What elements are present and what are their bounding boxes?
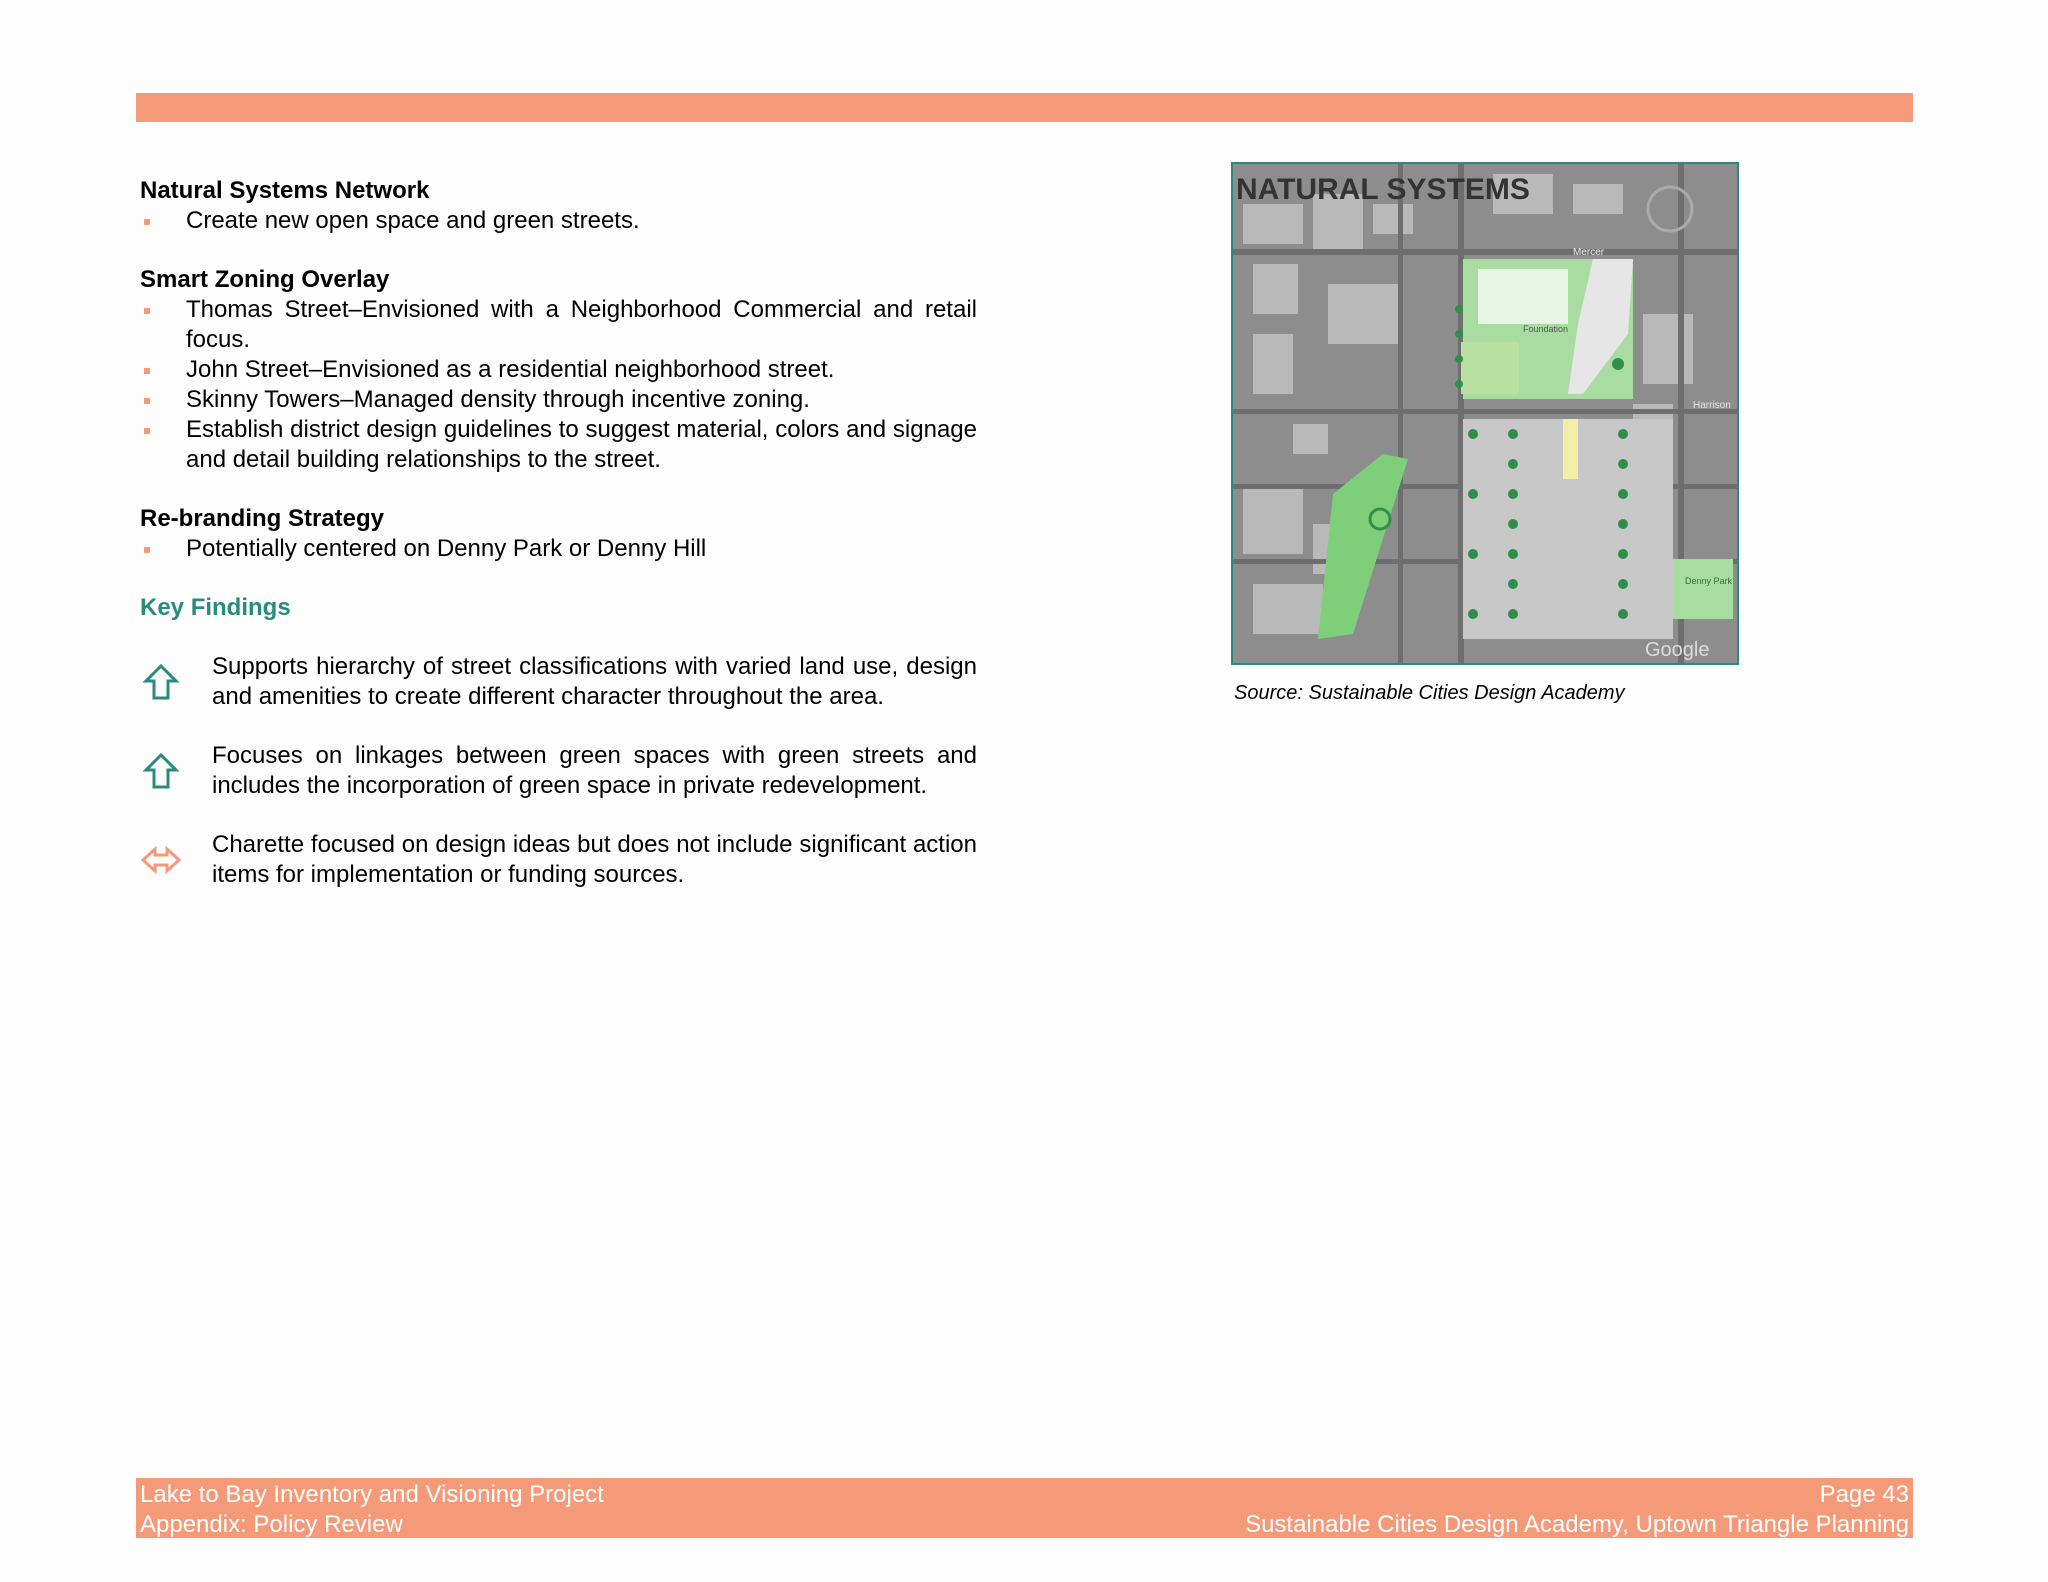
footer-bar — [136, 1478, 1913, 1538]
bullet-list — [140, 295, 977, 475]
map-label-mercer: Mercer — [1573, 247, 1605, 258]
bullet-list — [140, 206, 977, 236]
section-title: Re-branding Strategy — [140, 505, 385, 532]
bullet-list — [140, 534, 977, 564]
finding-text: Charette focused on design ideas but does not include significant action items for implementation or funding sources. — [212, 831, 977, 888]
finding-item — [140, 830, 977, 890]
map-label-denny-park: Denny Park — [1685, 576, 1733, 586]
bullet-item: Potentially centered on Denny Park or Denny Hill — [140, 534, 977, 564]
map-label-harrison: Harrison — [1693, 400, 1731, 411]
map-watermark: Google — [1645, 639, 1710, 661]
header-bar — [136, 93, 1913, 122]
section-rebranding — [140, 504, 977, 564]
footer-left — [140, 1480, 604, 1540]
bullet-item: Create new open space and green streets. — [140, 206, 977, 236]
footer-right — [1245, 1480, 1909, 1540]
natural-systems-map — [1231, 162, 1739, 665]
figure-title: NATURAL SYSTEMS — [1236, 173, 1530, 206]
main-content — [140, 176, 977, 919]
bullet-item: Thomas Street–Envisioned with a Neighborhood Commercial and retail focus. — [140, 295, 977, 355]
footer-appendix-title: Appendix: Policy Review — [140, 1511, 403, 1538]
aerial-map-image — [1233, 164, 1737, 663]
up-arrow-icon — [140, 662, 182, 702]
key-findings-title: Key Findings — [140, 594, 291, 621]
finding-item — [140, 741, 977, 801]
up-arrow-icon — [140, 751, 182, 791]
section-natural-systems — [140, 176, 977, 236]
figure-caption: Source: Sustainable Cities Design Academy — [1234, 682, 1625, 704]
bullet-item: Skinny Towers–Managed density through incentive zoning. — [140, 385, 977, 415]
left-right-arrow-icon — [140, 840, 182, 880]
bullet-item: Establish district design guidelines to suggest material, colors and signage and detail building relationships to the street. — [140, 415, 977, 475]
section-title: Smart Zoning Overlay — [140, 266, 390, 293]
map-label-foundation: Foundation — [1523, 324, 1569, 334]
page-number: Page 43 — [1819, 1481, 1909, 1508]
footer-project-title: Lake to Bay Inventory and Visioning Project — [140, 1481, 604, 1508]
bullet-item: John Street–Envisioned as a residential neighborhood street. — [140, 355, 977, 385]
footer-source: Sustainable Cities Design Academy, Uptown Triangle Planning — [1245, 1511, 1909, 1538]
section-smart-zoning — [140, 265, 977, 475]
section-title: Natural Systems Network — [140, 177, 430, 204]
finding-text: Supports hierarchy of street classifications with varied land use, design and amenities to create different character throughout the area. — [212, 653, 977, 710]
finding-text: Focuses on linkages between green spaces with green streets and includes the incorporation of green space in private redevelopment. — [212, 742, 977, 799]
finding-item — [140, 652, 977, 712]
